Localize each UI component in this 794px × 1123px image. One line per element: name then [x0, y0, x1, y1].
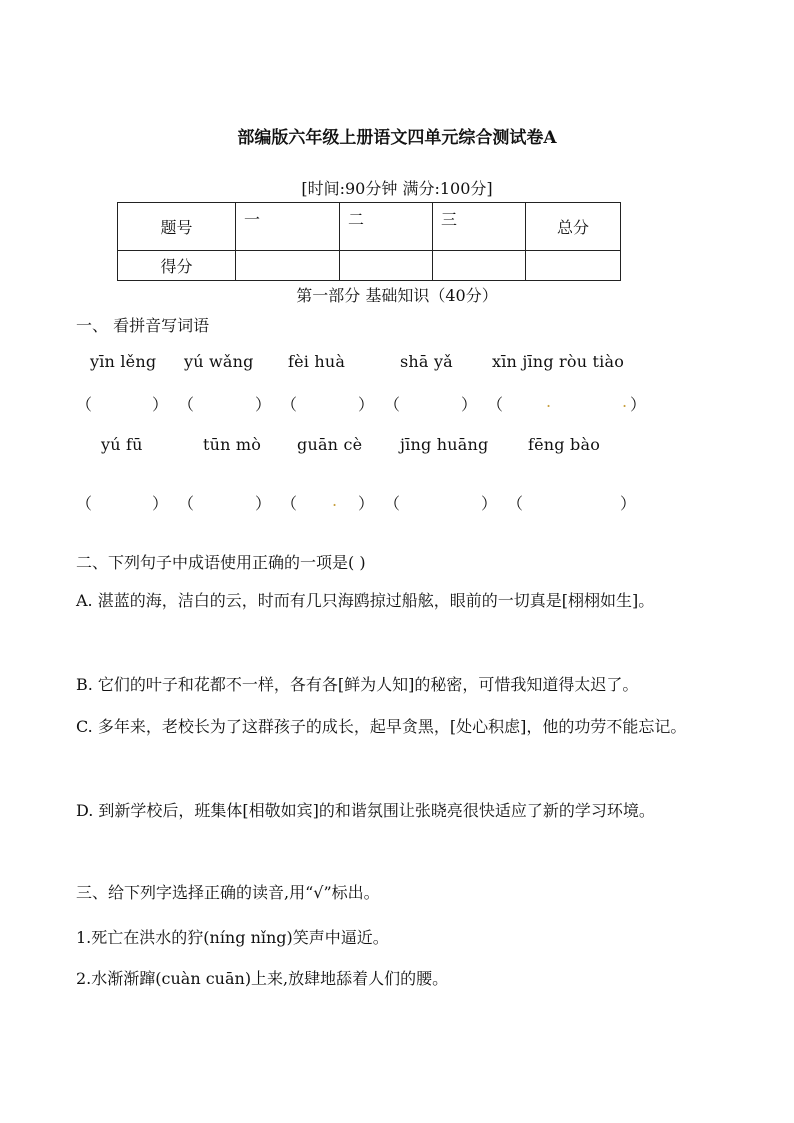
score-table [117, 202, 621, 281]
answer-paren-close: ） [152, 494, 169, 513]
section-heading: 二、下列句子中成语使用正确的一项是( ) [76, 553, 366, 572]
score-table-score-row [118, 251, 621, 281]
option-b: B. 它们的叶子和花都不一样，各有各[鲜为人知]的秘密，可惜我知道得太迟了。 [76, 675, 639, 694]
pinyin-prompt: yīn lěng [90, 352, 157, 371]
answer-paren-close: ） [255, 494, 272, 513]
answer-paren-close: ） [620, 494, 637, 513]
answer-paren-open: （ [281, 395, 298, 414]
score-header-cell: 题号 [118, 203, 236, 251]
score-row-label: 得分 [118, 251, 236, 281]
score-cell[interactable] [433, 251, 526, 281]
pinyin-prompt: shā yǎ [400, 352, 453, 371]
score-header-cell: 二 [340, 203, 433, 251]
score-header-cell: 三 [433, 203, 526, 251]
answer-paren-close: ） [152, 395, 169, 414]
question-item: 1.死亡在洪水的狞(níng nǐng)笑声中逼近。 [76, 928, 389, 947]
pinyin-prompt: jīng huāng [400, 435, 489, 454]
pinyin-prompt: yú fū [101, 435, 143, 454]
mark-dot: . [332, 491, 338, 510]
option-c: C. 多年来，老校长为了这群孩子的成长，起早贪黑，[处心积虑]，他的功劳不能忘记。 [76, 717, 687, 736]
score-cell[interactable] [526, 251, 621, 281]
section-heading: 三、给下列字选择正确的读音,用“√”标出。 [76, 883, 380, 902]
pinyin-prompt: fèi huà [288, 352, 346, 371]
score-header-cell: 一 [236, 203, 340, 251]
answer-paren-open: （ [384, 395, 401, 414]
answer-paren-close: ） [358, 494, 375, 513]
answer-paren-open: （ [487, 395, 504, 414]
answer-paren-open: （ [76, 395, 93, 414]
answer-paren-open: （ [178, 395, 195, 414]
score-cell[interactable] [236, 251, 340, 281]
option-a: A. 湛蓝的海，洁白的云，时而有几只海鸥掠过船舷，眼前的一切真是[栩栩如生]。 [76, 591, 655, 610]
answer-paren-open: （ [507, 494, 524, 513]
answer-paren-close: ） [481, 494, 498, 513]
mark-dot: . [546, 392, 552, 411]
document-title: 部编版六年级上册语文四单元综合测试卷A [237, 128, 557, 148]
score-header-cell: 总分 [526, 203, 621, 251]
mark-dot: . [622, 392, 628, 411]
pinyin-prompt: guān cè [297, 435, 363, 454]
answer-paren-close: ） [461, 395, 478, 414]
score-table-header-row [118, 203, 621, 251]
answer-paren-close: ） [358, 395, 375, 414]
pinyin-prompt: tūn mò [203, 435, 262, 454]
answer-paren-close: ） [630, 395, 647, 414]
option-d: D. 到新学校后，班集体[相敬如宾]的和谐氛围让张晓亮很快适应了新的学习环境。 [76, 801, 655, 820]
question-item: 2.水渐渐蹿(cuàn cuān)上来,放肆地舔着人们的腰。 [76, 969, 449, 988]
pinyin-prompt: fēng bào [528, 435, 601, 454]
answer-paren-open: （ [178, 494, 195, 513]
score-cell[interactable] [340, 251, 433, 281]
part-title: 第一部分 基础知识（40分） [296, 286, 498, 305]
answer-paren-open: （ [384, 494, 401, 513]
section-heading: 一、 看拼音写词语 [76, 316, 210, 335]
pinyin-prompt: yú wǎng [184, 352, 254, 371]
answer-paren-open: （ [281, 494, 298, 513]
exam-info: [时间:90分钟 满分:100分] [301, 179, 493, 198]
answer-paren-close: ） [255, 395, 272, 414]
answer-paren-open: （ [76, 494, 93, 513]
pinyin-prompt: xīn jīng ròu tiào [492, 352, 625, 371]
